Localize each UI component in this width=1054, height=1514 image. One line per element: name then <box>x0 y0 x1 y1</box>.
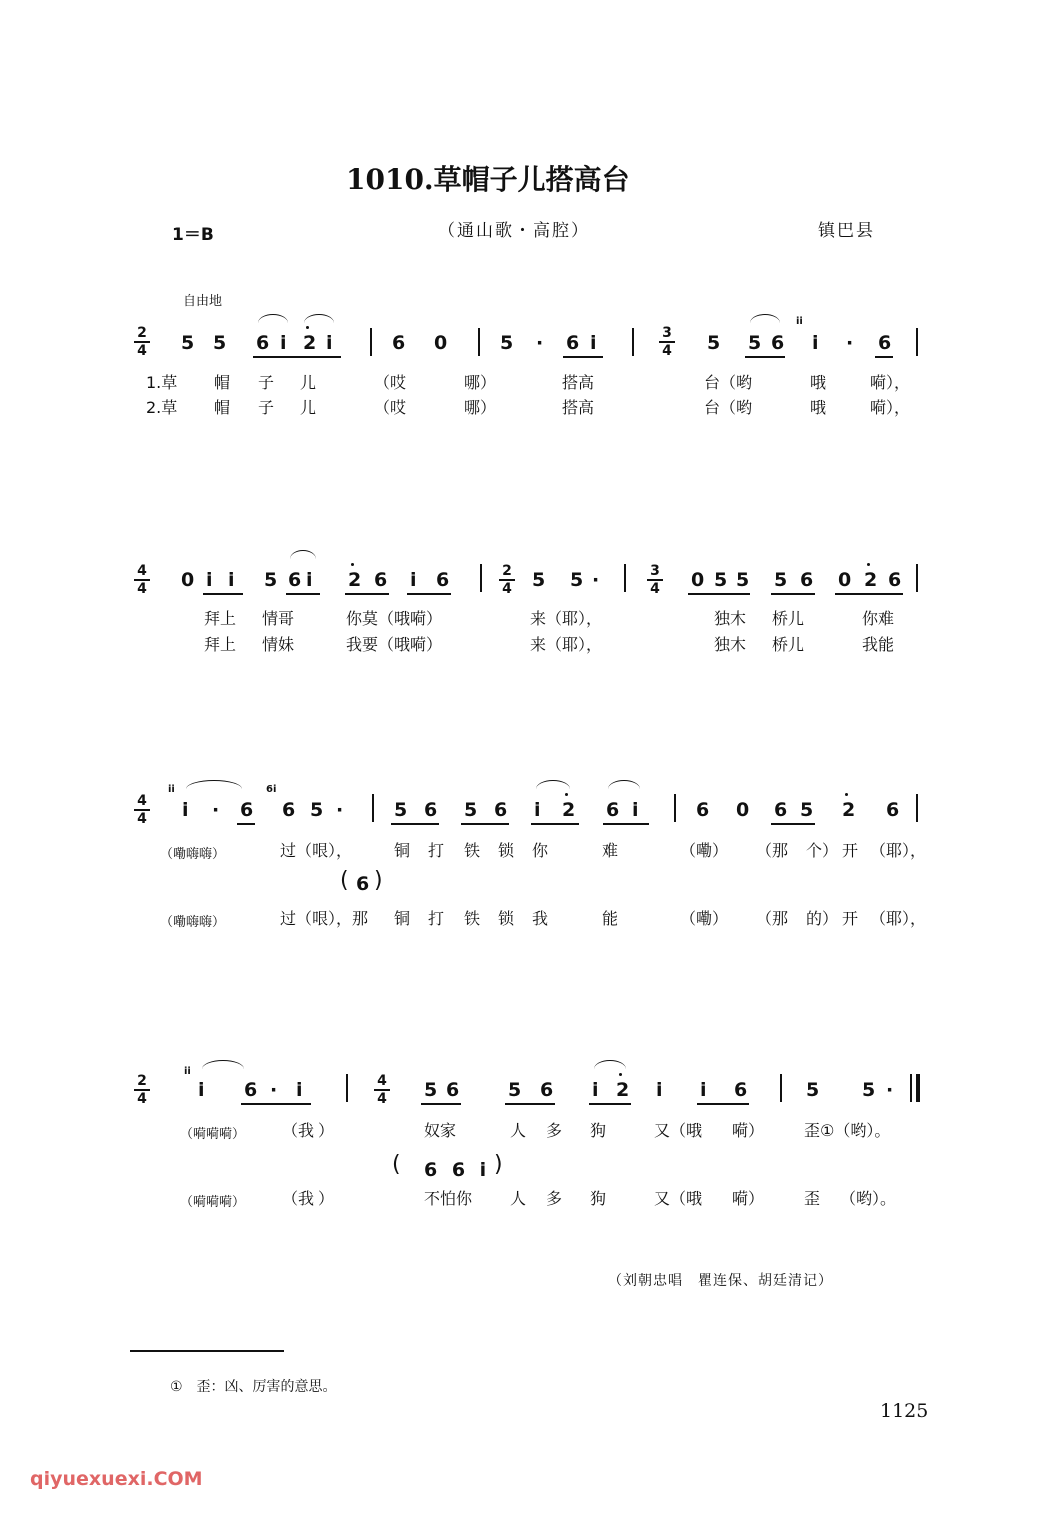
note: 5 <box>806 1079 820 1101</box>
lyric: 拜上 <box>204 609 237 628</box>
octave-dot <box>867 563 870 566</box>
note-dot: · <box>270 1079 278 1101</box>
lyric: 打 <box>428 841 445 860</box>
key-signature: 1＝B <box>172 225 214 245</box>
note: 6 <box>288 569 302 591</box>
lyric: 开 <box>842 841 859 860</box>
note: 2 <box>842 799 856 821</box>
beam <box>407 593 451 595</box>
note: 5 <box>213 332 227 354</box>
note: 6 <box>886 799 900 821</box>
lyric: （那 <box>756 841 789 860</box>
note: 0 <box>691 569 705 591</box>
note: i <box>410 569 417 591</box>
note: 6 <box>540 1079 554 1101</box>
lyric: （嘞） <box>680 841 729 860</box>
slur <box>594 1060 626 1069</box>
performer-credits: （刘朝忠唱 瞿连保、胡廷清记） <box>608 1273 833 1289</box>
close-paren: ) <box>374 868 383 893</box>
lyric: 铁 <box>464 841 481 860</box>
lyric: 歪 <box>804 1189 821 1208</box>
barline <box>916 328 918 356</box>
variant-notes: 6 6 i <box>424 1159 491 1181</box>
note: 6 <box>244 1079 258 1101</box>
lyric: 桥儿 <box>772 609 805 628</box>
lyric: 搭高 <box>562 398 595 417</box>
lyric: （哟）。 <box>840 1189 897 1208</box>
lyric: （我 <box>282 1189 315 1208</box>
note: 6 <box>436 569 450 591</box>
lyric: 嗬） <box>732 1121 765 1140</box>
lyric: 嗬） <box>732 1189 765 1208</box>
note: 5 <box>736 569 750 591</box>
note: 5 <box>774 569 788 591</box>
barline <box>674 794 676 822</box>
slur <box>750 314 780 323</box>
beam <box>286 593 320 595</box>
barline <box>480 564 482 592</box>
note: 5 <box>181 332 195 354</box>
slur <box>202 1060 244 1069</box>
note: 5 <box>500 332 514 354</box>
open-paren: ( <box>392 1152 401 1177</box>
lyric: （嗬嗬嗬） <box>180 1195 246 1210</box>
lyric: 嗬）， <box>870 398 911 417</box>
note: 6 <box>771 332 785 354</box>
lyric: 的） <box>806 909 839 928</box>
octave-dot <box>565 793 568 796</box>
lyric: （耶）， <box>870 841 927 860</box>
lyric: 嗬）， <box>870 373 911 392</box>
note-dot: · <box>846 332 854 354</box>
final-barline-thin <box>910 1074 912 1102</box>
note: 5 <box>464 799 478 821</box>
note: 5 <box>264 569 278 591</box>
note: i <box>590 332 597 354</box>
song-title: 1010.草帽子儿搭高台 <box>346 163 630 196</box>
lyric: ） <box>318 1121 335 1140</box>
beam <box>603 823 649 825</box>
beam <box>875 356 893 358</box>
lyric: 子 <box>258 398 275 417</box>
note: 5 <box>532 569 546 591</box>
note: 0 <box>434 332 448 354</box>
lyric: （嗬嗬嗬） <box>180 1127 246 1142</box>
lyric: 独木 <box>714 609 747 628</box>
lyric: 铁 <box>464 909 481 928</box>
lyric: 我要（哦嗬） <box>346 635 443 654</box>
beam <box>203 593 243 595</box>
note: 6 <box>774 799 788 821</box>
lyric: 锁 <box>498 841 515 860</box>
lyric: 奴家 <box>424 1121 457 1140</box>
beam <box>563 356 603 358</box>
lyric: 儿 <box>300 398 317 417</box>
note: 6 <box>696 799 710 821</box>
lyric: 1.草 <box>146 373 178 392</box>
beam <box>241 1103 311 1105</box>
note: 6 <box>282 799 296 821</box>
slur <box>186 780 242 789</box>
lyric: 哦 <box>810 373 827 392</box>
genre-label: （通山歌・高腔） <box>438 221 590 241</box>
octave-dot <box>619 1073 622 1076</box>
lyric: 能 <box>602 909 619 928</box>
lyric: 锁 <box>498 909 515 928</box>
note: 5 <box>424 1079 438 1101</box>
lyric: 搭高 <box>562 373 595 392</box>
note-dot: · <box>212 799 220 821</box>
time-signature: 3 4 <box>645 564 665 596</box>
lyric: 哪） <box>464 398 497 417</box>
note: 6 <box>392 332 406 354</box>
lyric: （我 <box>282 1121 315 1140</box>
final-barline-thick <box>916 1074 920 1102</box>
lyric: 难 <box>602 841 619 860</box>
grace-note: 6i <box>266 784 277 795</box>
beam <box>237 823 255 825</box>
octave-dot <box>351 563 354 566</box>
note: 5 <box>707 332 721 354</box>
note: 5 <box>714 569 728 591</box>
note: 6 <box>424 799 438 821</box>
note: i <box>326 332 333 354</box>
grace-note: ii <box>168 784 175 795</box>
lyric: 独木 <box>714 635 747 654</box>
note: 5 <box>508 1079 522 1101</box>
site-watermark[interactable]: qiyuexuexi.COM <box>30 1468 203 1490</box>
note: i <box>632 799 639 821</box>
tempo-marking: 自由地 <box>183 294 223 309</box>
lyric: （哎 <box>374 398 407 417</box>
note: i <box>228 569 235 591</box>
lyric: 帽 <box>214 373 231 392</box>
close-paren: ) <box>494 1152 503 1177</box>
note: i <box>296 1079 303 1101</box>
note-dot: · <box>336 799 344 821</box>
lyric: 个） <box>806 841 839 860</box>
lyric: 情哥 <box>262 609 295 628</box>
note: i <box>206 569 213 591</box>
barline <box>916 794 918 822</box>
lyric: 儿 <box>300 373 317 392</box>
lyric: 多 <box>546 1121 563 1140</box>
time-signature: 2 4 <box>132 1074 152 1106</box>
slur <box>290 550 316 559</box>
note: 2 <box>864 569 878 591</box>
lyric: 过（哏）， <box>280 841 353 860</box>
page-number: 1125 <box>880 1400 929 1422</box>
beam <box>745 356 785 358</box>
barline <box>372 794 374 822</box>
lyric: 开 <box>842 909 859 928</box>
time-signature: 3 4 <box>657 326 677 358</box>
grace-note: ii <box>184 1066 191 1077</box>
lyric: 过（哏），那 <box>280 909 369 928</box>
note: i <box>812 332 819 354</box>
lyric: 你莫（哦嗬） <box>346 609 443 628</box>
beam <box>345 593 389 595</box>
lyric: 你 <box>532 841 549 860</box>
lyric: 2.草 <box>146 398 178 417</box>
note-dot: · <box>592 569 600 591</box>
lyric: 多 <box>546 1189 563 1208</box>
note: 6 <box>734 1079 748 1101</box>
lyric: 铜 <box>394 841 411 860</box>
note: 5 <box>862 1079 876 1101</box>
lyric: 又（哦 <box>654 1121 703 1140</box>
time-signature: 2 4 <box>497 564 517 596</box>
note: 6 <box>240 799 254 821</box>
lyric: 狗 <box>590 1189 607 1208</box>
lyric: 又（哦 <box>654 1189 703 1208</box>
open-paren: ( <box>340 868 349 893</box>
lyric: 打 <box>428 909 445 928</box>
lyric: 情妹 <box>262 635 295 654</box>
beam <box>589 1103 631 1105</box>
barline <box>780 1074 782 1102</box>
octave-dot <box>845 793 848 796</box>
slur <box>536 780 570 789</box>
note: 5 <box>800 799 814 821</box>
lyric: 我 <box>532 909 549 928</box>
lyric: 子 <box>258 373 275 392</box>
note: i <box>592 1079 599 1101</box>
note: 6 <box>374 569 388 591</box>
note: 2 <box>303 332 317 354</box>
note: 6 <box>878 332 892 354</box>
lyric: （耶）， <box>870 909 927 928</box>
footnote-divider <box>130 1350 284 1352</box>
note: i <box>198 1079 205 1101</box>
lyric: 铜 <box>394 909 411 928</box>
slur <box>258 314 288 323</box>
note: 0 <box>838 569 852 591</box>
note: 0 <box>181 569 195 591</box>
lyric: 我能 <box>862 635 895 654</box>
note: i <box>306 569 313 591</box>
note: i <box>182 799 189 821</box>
lyric: （嘞嗨嗨） <box>160 847 226 862</box>
beam <box>771 593 815 595</box>
lyric: ） <box>318 1189 335 1208</box>
beam <box>531 823 579 825</box>
barline <box>632 328 634 356</box>
time-signature: 4 4 <box>132 794 152 826</box>
note: 6 <box>800 569 814 591</box>
lyric: （嘞嗨嗨） <box>160 915 226 930</box>
barline <box>624 564 626 592</box>
beam <box>697 1103 749 1105</box>
note: 0 <box>736 799 750 821</box>
variant-note: 6 <box>356 873 370 895</box>
octave-dot <box>306 326 309 329</box>
barline <box>478 328 480 356</box>
note: 2 <box>562 799 576 821</box>
lyric: 狗 <box>590 1121 607 1140</box>
lyric: 来（耶）， <box>530 609 603 628</box>
lyric: 拜上 <box>204 635 237 654</box>
note: i <box>280 332 287 354</box>
time-signature: 4 4 <box>132 564 152 596</box>
note: i <box>700 1079 707 1101</box>
note: 6 <box>446 1079 460 1101</box>
lyric: 歪①（哟）。 <box>804 1121 891 1140</box>
note: i <box>656 1079 663 1101</box>
time-signature: 4 4 <box>372 1074 392 1106</box>
beam <box>421 1103 461 1105</box>
lyric: 不怕你 <box>424 1189 473 1208</box>
lyric: 桥儿 <box>772 635 805 654</box>
lyric: 台（哟 <box>704 373 753 392</box>
lyric: 人 <box>510 1121 527 1140</box>
beam <box>391 823 439 825</box>
note: 2 <box>348 569 362 591</box>
barline <box>346 1074 348 1102</box>
note: 6 <box>256 332 270 354</box>
beam <box>688 593 750 595</box>
note: 5 <box>310 799 324 821</box>
lyric: 台（哟 <box>704 398 753 417</box>
beam <box>835 593 903 595</box>
note-dot: · <box>536 332 544 354</box>
lyric: （那 <box>756 909 789 928</box>
note: 2 <box>616 1079 630 1101</box>
beam <box>771 823 815 825</box>
note: 6 <box>888 569 902 591</box>
barline <box>370 328 372 356</box>
lyric: 人 <box>510 1189 527 1208</box>
footnote: ① 歪：凶、厉害的意思。 <box>170 1379 337 1395</box>
note: 5 <box>394 799 408 821</box>
barline <box>916 564 918 592</box>
time-signature: 2 4 <box>132 326 152 358</box>
note: 5 <box>570 569 584 591</box>
slur <box>608 780 640 789</box>
lyric: 来（耶）， <box>530 635 603 654</box>
beam <box>253 356 341 358</box>
grace-note: ii <box>796 316 803 327</box>
lyric: （哎 <box>374 373 407 392</box>
note: 6 <box>606 799 620 821</box>
slur <box>304 314 334 323</box>
region-label: 镇巴县 <box>818 221 875 241</box>
lyric: 帽 <box>214 398 231 417</box>
beam <box>461 823 509 825</box>
beam <box>505 1103 555 1105</box>
note: 6 <box>566 332 580 354</box>
note: i <box>534 799 541 821</box>
note: 6 <box>494 799 508 821</box>
lyric: 哪） <box>464 373 497 392</box>
lyric: （嘞） <box>680 909 729 928</box>
note-dot: · <box>886 1079 894 1101</box>
lyric: 你难 <box>862 609 895 628</box>
note: 5 <box>748 332 762 354</box>
lyric: 哦 <box>810 398 827 417</box>
